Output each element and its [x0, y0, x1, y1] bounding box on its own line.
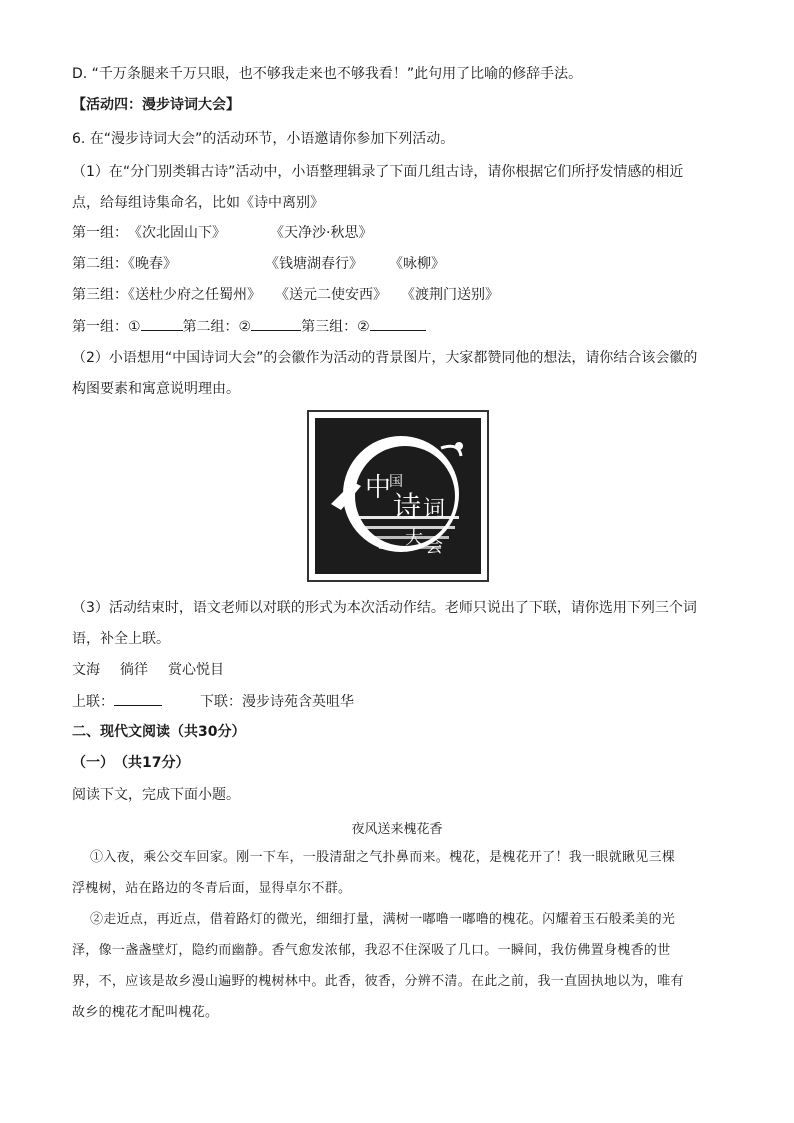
- emblem-char-da: 大: [405, 528, 423, 549]
- activity4-heading: 【活动四：漫步诗词大会】: [72, 97, 240, 113]
- group2-poem-3: 《咏柳》: [389, 256, 445, 272]
- answer-row: [72, 316, 426, 337]
- answer-g3-label: 第三组：②: [301, 319, 370, 335]
- section2-heading: 二、现代文阅读（共30分）: [72, 724, 246, 740]
- group2-poem-2: 《钱塘湖春行》: [265, 256, 363, 272]
- paragraph1-line1: ①入夜，乘公交车回家。刚一下车，一股清甜之气扑鼻而来。槐花，是槐花开了！我一眼就瞅见三棵: [90, 850, 676, 865]
- word-3: 赏心悦目: [168, 662, 224, 678]
- word-2: 徜徉: [120, 662, 148, 678]
- answer-g2-blank[interactable]: [251, 316, 301, 331]
- article-title: 夜风送来槐花香: [351, 822, 443, 837]
- upper-couplet-label: 上联：: [72, 694, 114, 710]
- emblem-char-shi: 诗: [393, 490, 422, 523]
- poetry-conference-emblem: [307, 410, 489, 582]
- question6-intro: 6. 在“漫步诗词大会”的活动环节，小语邀请你参加下列活动。: [72, 131, 455, 147]
- q1-line2: 点，给每组诗集命名，比如《诗中离别》: [72, 195, 324, 211]
- q3-line2: 语，补全上联。: [72, 631, 170, 647]
- answer-g1-label: 第一组：①: [72, 319, 141, 335]
- group3-poem-1: 《送杜少府之任蜀州》: [128, 287, 261, 303]
- paragraph1-line2: 浮槐树，站在路边的冬青后面，显得卓尔不群。: [72, 881, 352, 896]
- group1-label: 第一组：: [72, 225, 128, 241]
- q2-line1: （2）小语想用“中国诗词大会”的会徽作为活动的背景图片，大家都赞同他的想法，请你结合该会徽的: [72, 350, 698, 366]
- emblem-char-ci: 词: [423, 497, 446, 522]
- answer-g1-blank[interactable]: [141, 316, 183, 331]
- group1-poem-1: 《次北固山下》: [128, 225, 226, 241]
- paragraph2-line2: 泽，像一盏盏壁灯，隐约而幽静。香气愈发浓郁，我忍不住深吸了几口。一瞬间，我仿佛置身槐香的世: [72, 943, 671, 958]
- word-1: 文海: [72, 662, 100, 678]
- q3-line1: （3）活动结束时，语文老师以对联的形式为本次活动作结。老师只说出了下联，请你选用下列三个词: [72, 600, 697, 616]
- reading-instruction: 阅读下文，完成下面小题。: [72, 787, 240, 803]
- option-d: D. “千万条腿来千万只眼，也不够我走来也不够我看！”此句用了比喻的修辞手法。: [72, 66, 583, 82]
- group3-row: [72, 285, 499, 305]
- word-options: [72, 660, 224, 680]
- part1-heading: （一） （共17分）: [72, 755, 190, 771]
- emblem-char-guo: 国: [389, 474, 403, 490]
- emblem-graphic: [309, 412, 487, 580]
- group3-label: 第三组：: [72, 287, 128, 303]
- lower-couplet: 下联：漫步诗苑含英咀华: [200, 694, 354, 710]
- paragraph2-line1: ②走近点，再近点，借着路灯的微光，细细打量，满树一嘟噜一嘟噜的槐花。闪耀着玉石般柔美的光: [90, 912, 676, 927]
- emblem-char-zhong: 中: [365, 473, 392, 503]
- paragraph2-line4: 故乡的槐花才配叫槐花。: [72, 1005, 219, 1020]
- group3-poem-3: 《渡荆门送别》: [401, 287, 499, 303]
- emblem-char-hui: 会: [425, 536, 443, 557]
- group1-poem-2: 《天净沙·秋思》: [270, 225, 373, 241]
- group2-poem-1: 《晚春》: [128, 256, 177, 272]
- couplet-row: [72, 691, 354, 712]
- answer-g3-blank[interactable]: [370, 316, 426, 331]
- q1-line1: （1）在“分门别类辑古诗”活动中，小语整理辑录了下面几组古诗，请你根据它们所抒发情感的相近: [72, 164, 684, 180]
- q2-line2: 构图要素和寓意说明理由。: [72, 381, 240, 397]
- group2-label: 第二组：: [72, 256, 128, 272]
- group2-row: [72, 254, 445, 274]
- paragraph2-line3: 界，不，应该是故乡漫山遍野的槐树林中。此香，彼香，分辨不清。在此之前，我一直固执地以为，唯有: [72, 974, 684, 989]
- answer-g2-label: 第二组：②: [182, 319, 252, 335]
- group1-row: [72, 223, 372, 243]
- upper-couplet-blank[interactable]: [114, 691, 162, 706]
- group3-poem-2: 《送元二使安西》: [275, 287, 387, 303]
